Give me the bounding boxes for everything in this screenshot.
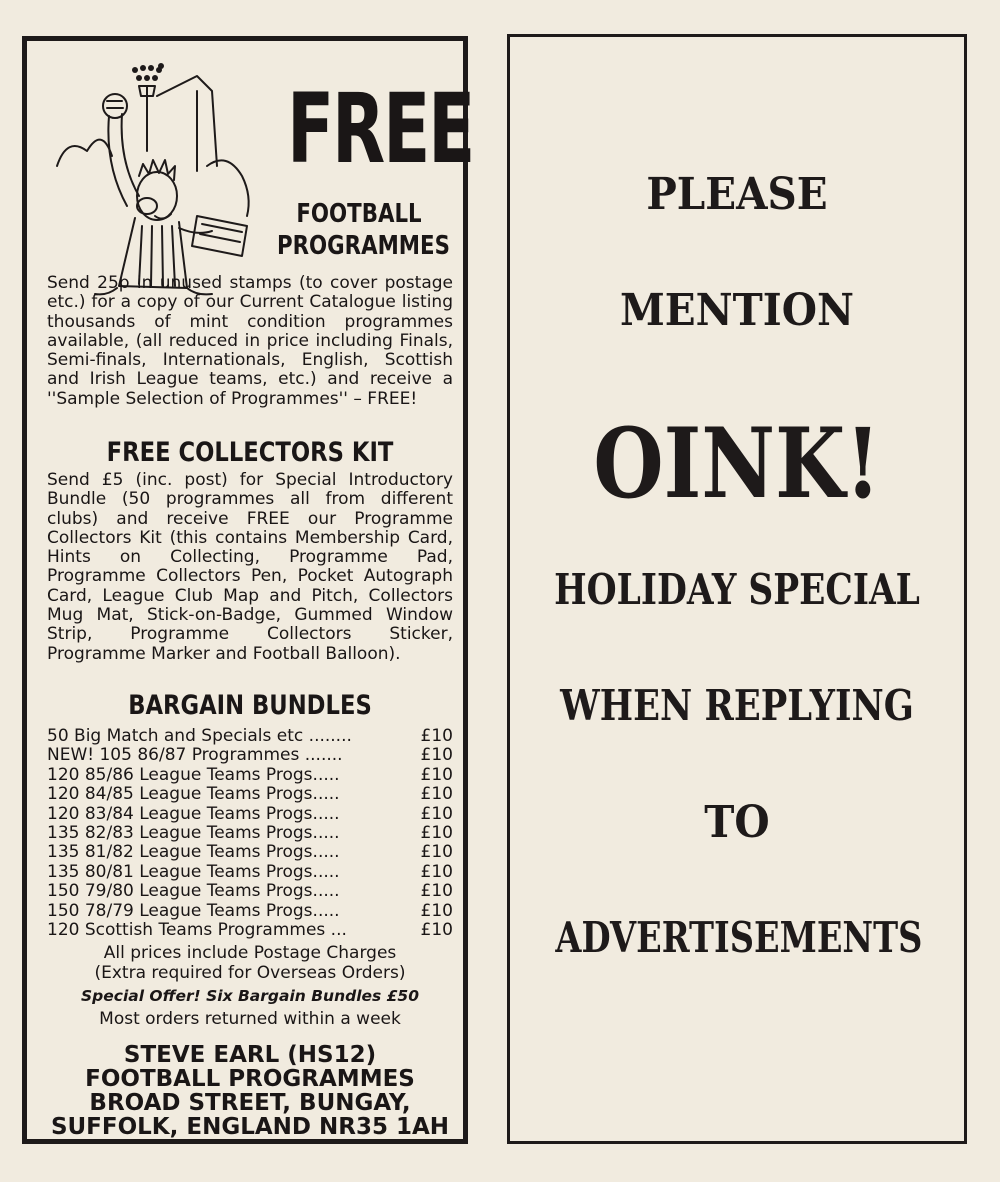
- list-item: [47, 766, 453, 785]
- list-item: [47, 805, 453, 824]
- programmes-subhead: PROGRAMMES: [277, 231, 450, 261]
- bundle-price: £10: [420, 842, 453, 863]
- bundle-item: 120 85/86 League Teams Progs.....: [47, 764, 340, 785]
- intro-paragraph: Send 25p in unused stamps (to cover postage etc.) for a copy of our Current Catalogue listing thousands of mint condition programmes available, (all reduced in price including Finals, Semi-finals, Internationals, English, Scottish and Irish League teams, etc.) and receive a ''Sample Selection of Programmes'' – FREE!: [47, 273, 453, 409]
- address-line: STEVE EARL (HS12): [123, 1042, 377, 1068]
- list-item: [47, 863, 453, 882]
- bundle-item: 120 Scottish Teams Programmes ...: [47, 920, 347, 941]
- bundle-item: 50 Big Match and Specials etc ........: [47, 726, 352, 746]
- bundle-price: £10: [420, 764, 453, 785]
- list-item: [47, 882, 453, 901]
- list-item: [47, 746, 453, 765]
- bundle-price: £10: [420, 861, 453, 882]
- bargain-bundles-heading: BARGAIN BUNDLES: [128, 690, 372, 721]
- bundle-item: 150 78/79 League Teams Progs.....: [47, 900, 340, 921]
- free-headline: FREE: [287, 73, 474, 185]
- bundle-item: 135 81/82 League Teams Progs.....: [47, 842, 340, 863]
- list-item: [47, 921, 453, 940]
- list-item: [47, 785, 453, 804]
- bundle-price: £10: [420, 784, 453, 805]
- list-item: [47, 902, 453, 921]
- bundle-price: £10: [420, 900, 453, 921]
- address-line: BROAD STREET, BUNGAY,: [89, 1090, 411, 1116]
- bundle-price: £10: [420, 823, 453, 844]
- address-line: SUFFOLK, ENGLAND NR35 1AH: [50, 1114, 450, 1140]
- bundle-price: £10: [420, 881, 453, 902]
- notice-line-please: PLEASE: [646, 169, 828, 220]
- bundle-item: 120 83/84 League Teams Progs.....: [47, 803, 340, 824]
- list-item: [47, 824, 453, 843]
- bundle-price: £10: [420, 726, 453, 746]
- address-line: FOOTBALL PROGRAMMES: [85, 1066, 415, 1092]
- list-item: [47, 843, 453, 862]
- bundle-price: £10: [420, 803, 453, 824]
- notice-line-oink: OINK!: [593, 407, 881, 520]
- collectors-kit-paragraph: Send £5 (inc. post) for Special Introductory Bundle (50 programmes all from different clubs) and receive FREE our Programme Collectors Kit (this contains Membership Card, Hints on Collecting, Programme Pad, Programme Collectors Pen, Pocket Autograph Card, League Club Map and Pitch, Collectors Mug Mat, Stick-on-Badge, Gummed Window Strip, Programme Collectors Sticker, Programme Marker and Football Balloon).: [47, 470, 453, 664]
- notice-line-holiday-special: HOLIDAY SPECIAL: [554, 565, 920, 614]
- notice-line-advertisements: ADVERTISEMENTS: [555, 913, 923, 962]
- returns-note: Most orders returned within a week: [99, 1009, 401, 1029]
- bundle-item: 135 80/81 League Teams Progs.....: [47, 861, 340, 882]
- postage-note: All prices include Postage Charges: [103, 943, 397, 963]
- notice-line-mention: MENTION: [620, 285, 854, 336]
- collectors-kit-heading: FREE COLLECTORS KIT: [106, 437, 394, 468]
- bundle-price: £10: [420, 920, 453, 941]
- football-fan-cartoon: [47, 56, 267, 296]
- football-subhead: FOOTBALL: [296, 199, 422, 229]
- bundle-item: NEW! 105 86/87 Programmes .......: [47, 745, 343, 766]
- notice-line-to: TO: [704, 797, 770, 848]
- bundle-item: 135 82/83 League Teams Progs.....: [47, 823, 340, 844]
- mention-oink-notice: [507, 34, 967, 1144]
- bundle-item: 150 79/80 League Teams Progs.....: [47, 881, 340, 902]
- bundle-item: 120 84/85 League Teams Progs.....: [47, 784, 340, 805]
- special-offer: Special Offer! Six Bargain Bundles £50: [80, 987, 419, 1005]
- notice-line-when-replying: WHEN REPLYING: [560, 681, 914, 730]
- football-programmes-advert: [22, 36, 474, 1144]
- bundle-price: £10: [420, 745, 453, 766]
- list-item: [47, 727, 453, 746]
- overseas-note: (Extra required for Overseas Orders): [94, 963, 406, 983]
- bundle-list: [47, 727, 453, 940]
